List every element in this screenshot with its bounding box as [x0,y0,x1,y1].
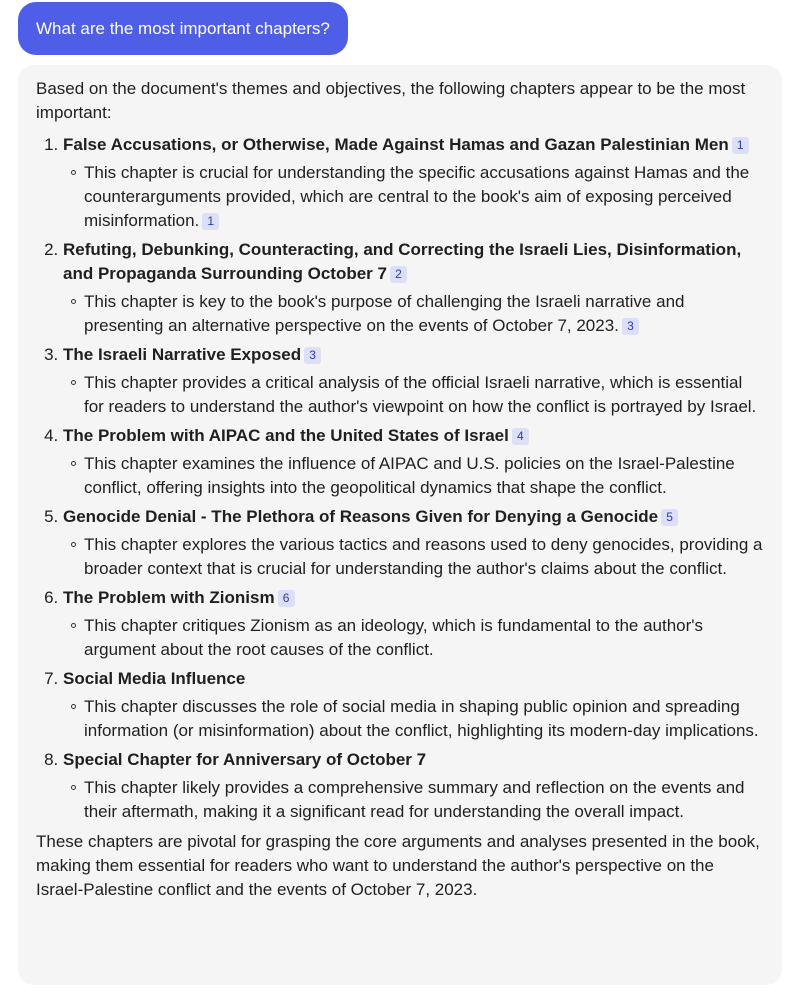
chapter-title: Social Media Influence [63,669,246,688]
citation-badge[interactable]: 2 [390,266,407,283]
citation-badge[interactable]: 5 [661,509,678,526]
chapter-detail [84,695,764,743]
hollow-bullet-icon [71,461,76,466]
chapter-detail [84,614,764,662]
chapter-detail [84,161,764,233]
hollow-bullet-icon [71,299,76,304]
citation-badge[interactable]: 6 [278,590,295,607]
chapter-title: The Problem with Zionism [63,588,275,607]
chapter-title: Genocide Denial - The Plethora of Reasons Given for Denying a Genocide [63,507,659,526]
citation-badge[interactable]: 3 [304,347,321,364]
chapter-item [63,667,764,743]
chapter-title: The Israeli Narrative Exposed [63,345,302,364]
hollow-bullet-icon [71,623,76,628]
citation-badge[interactable]: 4 [512,428,529,445]
hollow-bullet-icon [71,380,76,385]
chapter-detail-text: This chapter is crucial for understanding the specific accusations against Hamas and the counterarguments provided, which are central to the book's aim of exposing perceived misinformation. [84,163,750,230]
hollow-bullet-icon [71,170,76,175]
citation-badge[interactable]: 1 [202,213,219,230]
hollow-bullet-icon [71,542,76,547]
chapter-detail-list [63,452,764,500]
chapter-detail [84,776,764,824]
chapter-title: False Accusations, or Otherwise, Made Against Hamas and Gazan Palestinian Men [63,135,729,154]
chapter-detail-text: This chapter provides a critical analysis of the official Israeli narrative, which is essential for readers to understand the author's viewpoint on how the conflict is portrayed by Israel. [84,373,757,416]
chapter-detail-list [63,371,764,419]
chapter-detail-text: This chapter critiques Zionism as an ideology, which is fundamental to the author's argument about the root causes of the conflict. [84,616,704,659]
chapter-item [63,505,764,581]
chapter-title: The Problem with AIPAC and the United States of Israel [63,426,509,445]
chapter-detail-list [63,533,764,581]
answer-outro: These chapters are pivotal for grasping the core arguments and analyses presented in the book, making them essential for readers who want to understand the author's perspective on the Israel-Palestine conflict and the events of October 7, 2023. [36,832,760,899]
citation-badge[interactable]: 1 [732,137,749,154]
chapter-item [63,748,764,824]
chapter-detail-list [63,695,764,743]
chapter-detail-list [63,290,764,338]
chapter-item [63,343,764,419]
hollow-bullet-icon [71,785,76,790]
answer-intro: Based on the document's themes and objectives, the following chapters appear to be the most important: [36,79,746,122]
chapter-detail [84,290,764,338]
chapter-list [36,133,764,824]
chapter-item [63,133,764,233]
chapter-detail [84,452,764,500]
user-message-bubble[interactable]: What are the most important chapters? [18,2,348,55]
chapter-detail-text: This chapter examines the influence of AIPAC and U.S. policies on the Israel-Palestine conflict, offering insights into the geopolitical dynamics that shape the conflict. [84,454,735,497]
chapter-title: Refuting, Debunking, Counteracting, and Correcting the Israeli Lies, Disinformation, and Propaganda Surrounding October 7 [63,240,742,283]
chapter-detail [84,371,764,419]
chapter-detail-text: This chapter is key to the book's purpose of challenging the Israeli narrative and presenting an alternative perspective on the events of October 7, 2023. [84,292,685,335]
chapter-item [63,238,764,338]
chapter-detail-text: This chapter likely provides a comprehensive summary and reflection on the events and their aftermath, making it a significant read for understanding the overall impact. [84,778,745,821]
chapter-detail-text: This chapter explores the various tactics and reasons used to deny genocides, providing a broader context that is crucial for understanding the author's claims about the conflict. [84,535,763,578]
chapter-title: Special Chapter for Anniversary of October 7 [63,750,427,769]
chapter-detail-text: This chapter discusses the role of social media in shaping public opinion and spreading information (or misinformation) about the conflict, highlighting its modern-day implications. [84,697,759,740]
hollow-bullet-icon [71,704,76,709]
chapter-item [63,424,764,500]
chapter-item [63,586,764,662]
chapter-detail [84,533,764,581]
chapter-detail-list [63,161,764,233]
chapter-detail-list [63,614,764,662]
citation-badge[interactable]: 3 [622,318,639,335]
chapter-detail-list [63,776,764,824]
assistant-answer-card [18,65,782,985]
